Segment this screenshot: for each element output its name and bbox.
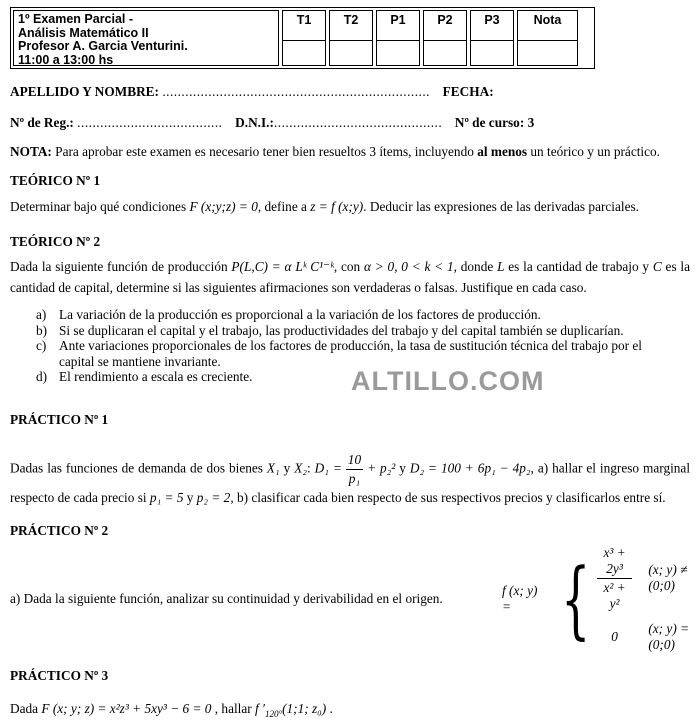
piecewise-function — [549, 545, 690, 653]
exam-title-line-1: 1º Examen Parcial - — [18, 12, 134, 26]
practico3-paragraph — [10, 698, 690, 725]
exam-title-cell — [13, 10, 279, 66]
date-label: FECHA: — [442, 84, 494, 99]
practico2-text: a) Dada la siguiente función, analizar su continuidad y derivabilidad en el origen. — [10, 590, 443, 606]
case1-condition: (x; y) ≠ (0;0) — [648, 562, 688, 594]
exam-title-line-3: Profesor A. Garcia Venturini. — [18, 39, 188, 53]
score-column-p1 — [376, 10, 420, 66]
name-dotted-line: ...................................................................... — [162, 84, 431, 99]
teorico2-text-5: es la cantidad de capital, determine si las siguientes afirmaciones son verdaderas o falsas. Justifique en cada caso. — [10, 259, 691, 295]
score-header-nota: Nota — [518, 11, 577, 41]
fraction-numerator: 10 — [346, 452, 363, 470]
practico3-derivative-subscript: 120° — [264, 708, 283, 719]
practico1-price2: p₂ = 2 — [196, 489, 231, 505]
practico1-text: Dadas las funciones de demanda de dos bienes — [10, 460, 267, 476]
practico1-good-x2: X₂ — [294, 460, 307, 476]
practico1-demand1-lhs: D₁ = — [314, 460, 342, 476]
practico1-text-7: , b) clasificar cada bien respecto de sus respectivos precios y clasificarlos entre sí. — [230, 489, 666, 505]
teorico2-text-4: es la cantidad de trabajo y — [504, 259, 653, 274]
list-item-d — [10, 369, 690, 385]
teorico2-var-L: L — [497, 259, 505, 274]
teorico1-paragraph — [10, 196, 690, 217]
name-label: APELLIDO Y NOMBRE: — [10, 84, 159, 99]
teorico1-text: Determinar bajo qué condiciones — [10, 199, 190, 214]
case2-condition: (x; y) = (0;0) — [648, 620, 690, 652]
teorico1-formula-z: z = f (x;y) — [310, 199, 364, 214]
score-header-t1: T1 — [283, 11, 325, 41]
score-column-nota — [517, 10, 578, 66]
list-text-a: La variación de la producción es proporcional a la variación de los factores de producción. — [59, 307, 541, 322]
practico1-text-3: : — [307, 460, 315, 476]
practico1-demand1-rhs: + p₂² — [367, 460, 396, 476]
teorico2-production-function: P(L,C) = α Lᵏ C¹⁻ᵏ — [231, 259, 334, 274]
teorico1-formula-F: F (x;y;z) = 0 — [189, 199, 258, 214]
practico3-implicit-function: F (x; y; z) = x²z³ + 5xy³ − 6 = 0 — [41, 700, 212, 716]
teorico2-statements-list — [10, 307, 690, 385]
list-marker-c: c) — [36, 338, 47, 354]
practico3-evaluation-point: (1;1; z₀) — [282, 700, 327, 716]
practico1-text-4: y — [395, 460, 410, 476]
practico3-derivative-f: f ′ — [255, 700, 265, 716]
teorico1-text-2: , define a — [257, 199, 311, 214]
practico2-row — [10, 545, 690, 653]
nota-bold-al-menos: al menos — [477, 144, 528, 159]
exam-header-table — [10, 7, 595, 69]
score-cell-t1 — [283, 41, 325, 65]
list-marker-a: a) — [36, 307, 47, 322]
list-marker-d: d) — [36, 369, 48, 385]
nota-line — [10, 144, 690, 160]
score-header-p1: P1 — [377, 11, 419, 41]
teorico2-paragraph — [10, 256, 690, 298]
piecewise-cases — [597, 545, 690, 653]
practico3-text-2: , hallar — [211, 700, 256, 716]
case1-fraction — [597, 545, 633, 612]
fraction-denominator: p₁ — [348, 470, 361, 486]
reg-label: Nº de Reg.: — [10, 115, 74, 130]
score-header-p3: P3 — [471, 11, 513, 41]
list-text-b: Si se duplicaran el capital y el trabajo, las productividades del trabajo y del capital también se duplicarían. — [59, 322, 624, 338]
practico1-text-5: , a) hallar el ingreso marginal respecto de cada precio si — [10, 460, 691, 505]
practico2-function-lhs: f (x; y) = — [502, 582, 538, 614]
case2-value: 0 — [611, 628, 618, 644]
score-header-t2: T2 — [330, 11, 372, 41]
teorico1-heading: TEÓRICO Nº 1 — [10, 173, 101, 188]
practico1-heading: PRÁCTICO Nº 1 — [10, 411, 109, 427]
dni-dotted-line: ............................................ — [273, 115, 443, 130]
score-cell-p3 — [471, 41, 513, 65]
practico1-text-2: y — [279, 460, 295, 476]
score-column-p2 — [423, 10, 467, 66]
score-column-t2 — [329, 10, 373, 66]
practico1-paragraph — [10, 452, 690, 508]
practico3-heading: PRÁCTICO Nº 3 — [10, 667, 109, 683]
practico3-text: Dada — [10, 700, 42, 716]
teorico2-var-C: C — [652, 259, 662, 274]
list-text-c: Ante variaciones proporcionales de los factores de producción, la tasa de sustitución técnica del trabajo por el capital se mantiene invariante. — [59, 338, 642, 369]
exam-title-line-2: Análisis Matemático II — [18, 25, 149, 40]
case1-numerator: x³ + 2y³ — [597, 545, 633, 579]
teorico1-text-3: . Deducir las expresiones de las derivadas parciales. — [363, 199, 639, 214]
reg-dotted-line: ...................................... — [77, 115, 223, 130]
practico3-text-3: . — [326, 700, 333, 716]
score-column-t1 — [282, 10, 326, 66]
list-item-b — [10, 323, 690, 339]
practico1-price1: p₁ = 5 — [149, 489, 184, 505]
list-text-d: El rendimiento a escala es creciente. — [59, 369, 253, 385]
course-value: 3 — [527, 115, 535, 130]
course-label: Nº de curso: — [454, 115, 525, 130]
teorico2-text-3: , donde — [453, 259, 498, 274]
nota-text-before: Para aprobar este examen es necesario tener bien resueltos 3 ítems, incluyendo — [51, 144, 478, 159]
name-field-line — [10, 84, 690, 100]
teorico2-text: Dada la siguiente función de producción — [10, 259, 232, 274]
score-cell-nota — [518, 41, 577, 65]
practico2-heading: PRÁCTICO Nº 2 — [10, 522, 109, 538]
practico1-demand2: D₂ = 100 + 6p₁ − 4p₂ — [409, 460, 531, 476]
practico1-good-x1: X₁ — [266, 460, 280, 476]
nota-text-after: un teórico y un práctico. — [527, 144, 661, 159]
score-cell-p1 — [377, 41, 419, 65]
score-cell-p2 — [424, 41, 466, 65]
list-item-c — [10, 338, 690, 369]
teorico2-constraints: α > 0, 0 < k < 1 — [364, 259, 454, 274]
left-brace: { — [561, 549, 591, 648]
teorico2-heading: TEÓRICO Nº 2 — [10, 234, 101, 249]
score-header-p2: P2 — [424, 11, 466, 41]
altillo-watermark: ALTILLO.COM — [351, 366, 545, 396]
practico1-fraction — [346, 452, 363, 487]
dni-label: D.N.I.: — [235, 115, 274, 130]
list-item-a — [10, 307, 690, 323]
registration-field-line — [10, 115, 690, 131]
teorico2-text-2: , con — [333, 259, 364, 274]
score-column-p3 — [470, 10, 514, 66]
nota-label: NOTA: — [10, 144, 52, 159]
list-marker-b: b) — [36, 322, 48, 338]
exam-title-line-4: 11:00 a 13:00 hs — [18, 52, 114, 67]
score-cell-t2 — [330, 41, 372, 65]
practico1-text-6: y — [183, 489, 197, 505]
case1-denominator: x² + y² — [603, 579, 626, 611]
